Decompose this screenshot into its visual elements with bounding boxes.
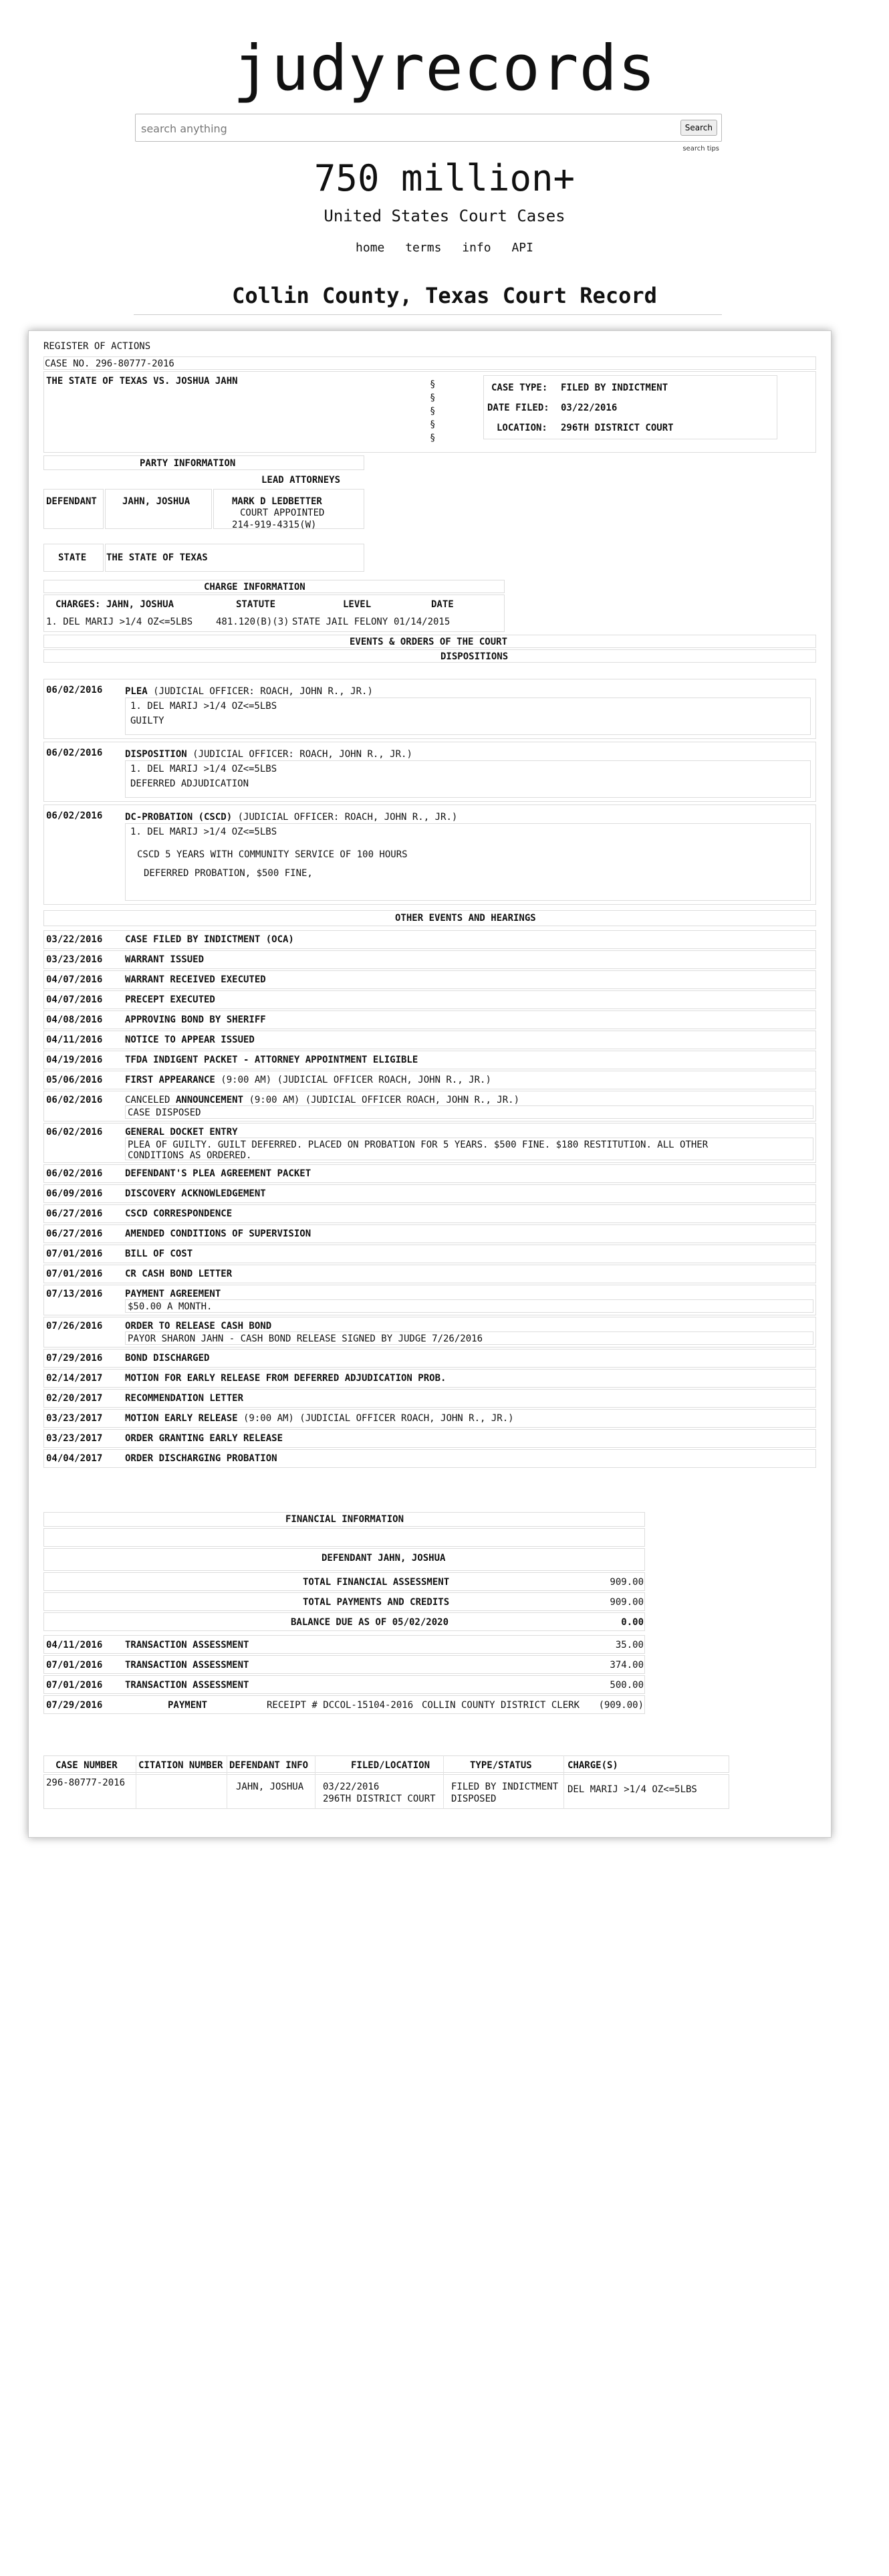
charge-cell: STATE JAIL FELONY xyxy=(292,617,388,627)
event-title: ORDER TO RELEASE CASH BOND xyxy=(125,1321,272,1331)
event-title: WARRANT RECEIVED EXECUTED xyxy=(125,974,266,985)
disposition-line: 1. DEL MARIJ >1/4 OZ<=5LBS xyxy=(130,827,277,837)
financial-title: FINANCIAL INFORMATION xyxy=(285,1514,404,1525)
event-entry xyxy=(125,1248,193,1260)
court-record-document xyxy=(28,330,832,1838)
search-bar xyxy=(135,114,722,142)
event-date: 03/23/2016 xyxy=(46,954,103,965)
transaction-value: (909.00) xyxy=(598,1700,644,1711)
section-mark: § xyxy=(430,379,436,390)
event-title: TFDA INDIGENT PACKET - ATTORNEY APPOINTMENT ELIGIBLE xyxy=(125,1055,418,1065)
transaction-label: PAYMENT xyxy=(168,1700,208,1711)
event-title: APPROVING BOND BY SHERIFF xyxy=(125,1014,266,1025)
event-title: MOTION FOR EARLY RELEASE FROM DEFERRED ADJUDICATION PROB. xyxy=(125,1373,447,1384)
register-heading: REGISTER OF ACTIONS xyxy=(43,341,151,352)
financial-total-label: TOTAL PAYMENTS AND CREDITS xyxy=(303,1597,450,1608)
dispositions-title: DISPOSITIONS xyxy=(440,651,509,662)
date-filed-label: DATE FILED: xyxy=(487,403,549,413)
event-entry xyxy=(125,1034,255,1046)
transaction-label: TRANSACTION ASSESSMENT xyxy=(125,1680,249,1691)
disposition-title: DC-PROBATION (CSCD) xyxy=(125,812,233,823)
event-sub: PLEA OF GUILTY. GUILT DEFERRED. PLACED ON PROBATION FOR 5 YEARS. $500 FINE. $180 RESTITUTION. ALL OTHER xyxy=(128,1140,709,1150)
summary-status: DISPOSED xyxy=(451,1794,497,1804)
charge-header: DATE xyxy=(431,599,454,610)
event-date: 07/01/2016 xyxy=(46,1249,103,1259)
record-count: 750 million+ xyxy=(313,157,576,199)
disposition-date: 06/02/2016 xyxy=(46,748,103,758)
disposition-entry xyxy=(125,748,412,760)
charge-cell: 01/14/2015 xyxy=(394,617,451,627)
event-entry xyxy=(125,1188,266,1200)
lead-attorneys-heading: LEAD ATTORNEYS xyxy=(261,475,341,486)
transaction-date: 04/11/2016 xyxy=(46,1640,103,1650)
summary-header: DEFENDANT INFO xyxy=(229,1760,309,1771)
event-date: 03/23/2017 xyxy=(46,1433,103,1444)
event-entry xyxy=(125,1168,311,1180)
state-label: STATE xyxy=(58,552,87,563)
event-sub: CASE DISPOSED xyxy=(128,1107,201,1118)
event-entry xyxy=(125,1094,519,1106)
financial-total-label: TOTAL FINANCIAL ASSESSMENT xyxy=(303,1577,450,1588)
search-button[interactable]: Search xyxy=(680,120,717,136)
event-title: AMENDED CONDITIONS OF SUPERVISION xyxy=(125,1228,311,1239)
summary-header: CITATION NUMBER xyxy=(138,1760,223,1771)
party-cell xyxy=(43,489,104,529)
case-number: CASE NO. 296-80777-2016 xyxy=(45,358,174,369)
summary-header: FILED/LOCATION xyxy=(351,1760,430,1771)
charge-header: LEVEL xyxy=(343,599,372,610)
financial-row xyxy=(43,1548,645,1571)
section-mark: § xyxy=(430,419,436,430)
summary-case-number[interactable]: 296-80777-2016 xyxy=(46,1778,126,1788)
event-title: WARRANT ISSUED xyxy=(125,954,205,965)
disposition-line: 1. DEL MARIJ >1/4 OZ<=5LBS xyxy=(130,764,277,774)
date-filed-value: 03/22/2016 xyxy=(561,403,618,413)
title-divider xyxy=(134,314,722,315)
event-entry xyxy=(125,1453,277,1465)
attorney-phone: 214-919-4315(W) xyxy=(232,520,317,530)
event-entry xyxy=(125,994,215,1006)
case-type-label: CASE TYPE: xyxy=(491,383,548,393)
case-style: THE STATE OF TEXAS VS. JOSHUA JAHN xyxy=(46,376,238,387)
event-entry xyxy=(125,974,266,986)
summary-header: TYPE/STATUS xyxy=(470,1760,532,1771)
event-sub-box xyxy=(125,1299,813,1313)
event-entry xyxy=(125,1074,491,1086)
event-title: BILL OF COST xyxy=(125,1249,193,1259)
attorney-role: COURT APPOINTED xyxy=(240,508,325,518)
nav-info[interactable]: info xyxy=(462,241,491,255)
search-tips-link[interactable]: search tips xyxy=(682,145,719,152)
events-title: EVENTS & ORDERS OF THE COURT xyxy=(350,637,508,647)
event-date: 03/22/2016 xyxy=(46,934,103,945)
event-date: 07/13/2016 xyxy=(46,1289,103,1299)
event-entry xyxy=(125,1288,221,1300)
event-title: MOTION EARLY RELEASE xyxy=(125,1413,238,1424)
nav-api[interactable]: API xyxy=(511,241,533,255)
event-entry xyxy=(125,1412,514,1424)
event-title: FIRST APPEARANCE xyxy=(125,1075,215,1085)
transaction-desc: RECEIPT # DCCOL-15104-2016 xyxy=(267,1700,414,1711)
section-marks xyxy=(430,378,435,445)
summary-header: CHARGE(S) xyxy=(567,1760,618,1771)
event-date: 04/07/2016 xyxy=(46,974,103,985)
dispositions-title-row xyxy=(43,649,816,663)
disposition-line: 1. DEL MARIJ >1/4 OZ<=5LBS xyxy=(130,701,277,712)
event-entry xyxy=(125,1432,283,1444)
event-title: ANNOUNCEMENT xyxy=(175,1095,244,1105)
event-title: CR CASH BOND LETTER xyxy=(125,1269,233,1279)
event-date: 06/02/2016 xyxy=(46,1095,103,1105)
event-entry xyxy=(125,954,204,966)
event-date: 07/29/2016 xyxy=(46,1353,103,1364)
charge-cell: 481.120(B)(3) xyxy=(216,617,289,627)
event-detail: (9:00 AM) (JUDICIAL OFFICER ROACH, JOHN R., JR.) xyxy=(215,1075,491,1085)
charge-cell: 1. DEL MARIJ >1/4 OZ<=5LBS xyxy=(46,617,193,627)
event-date: 04/04/2017 xyxy=(46,1453,103,1464)
location-label: LOCATION: xyxy=(497,423,547,433)
event-date: 04/07/2016 xyxy=(46,994,103,1005)
financial-total-value: 909.00 xyxy=(610,1597,644,1608)
event-sub: PAYOR SHARON JAHN - CASH BOND RELEASE SIGNED BY JUDGE 7/26/2016 xyxy=(128,1333,483,1344)
location-value: 296TH DISTRICT COURT xyxy=(561,423,674,433)
event-date: 06/27/2016 xyxy=(46,1228,103,1239)
event-title: DISCOVERY ACKNOWLEDGEMENT xyxy=(125,1188,266,1199)
event-entry xyxy=(125,1268,232,1280)
other-events-title: OTHER EVENTS AND HEARINGS xyxy=(395,913,536,924)
event-title: BOND DISCHARGED xyxy=(125,1353,210,1364)
event-title: ORDER DISCHARGING PROBATION xyxy=(125,1453,277,1464)
charge-title: CHARGE INFORMATION xyxy=(204,582,305,593)
defendant-label: DEFENDANT xyxy=(46,496,97,507)
event-date: 06/02/2016 xyxy=(46,1168,103,1179)
transaction-value: 374.00 xyxy=(610,1660,644,1671)
disposition-entry xyxy=(125,685,373,697)
disposition-title: DISPOSITION xyxy=(125,749,187,760)
event-detail: (9:00 AM) (JUDICIAL OFFICER ROACH, JOHN R., JR.) xyxy=(237,1413,514,1424)
party-title: PARTY INFORMATION xyxy=(140,458,236,469)
event-prefix: CANCELED xyxy=(125,1095,176,1105)
transaction-value: 35.00 xyxy=(615,1640,644,1650)
state-name: THE STATE OF TEXAS xyxy=(106,552,208,563)
event-entry xyxy=(125,1320,271,1332)
event-title: ORDER GRANTING EARLY RELEASE xyxy=(125,1433,283,1444)
event-title: GENERAL DOCKET ENTRY xyxy=(125,1127,238,1138)
event-date: 02/14/2017 xyxy=(46,1373,103,1384)
event-sub: CONDITIONS AS ORDERED. xyxy=(128,1150,252,1161)
event-title: PAYMENT AGREEMENT xyxy=(125,1289,221,1299)
event-entry xyxy=(125,934,294,946)
event-date: 05/06/2016 xyxy=(46,1075,103,1085)
transaction-date: 07/29/2016 xyxy=(46,1700,103,1711)
party-cell xyxy=(105,489,212,529)
event-entry xyxy=(125,1126,238,1138)
section-mark: § xyxy=(430,406,436,417)
event-date: 04/11/2016 xyxy=(46,1035,103,1045)
disposition-date: 06/02/2016 xyxy=(46,811,103,821)
site-subtitle: United States Court Cases xyxy=(324,207,565,225)
event-title: PRECEPT EXECUTED xyxy=(125,994,215,1005)
transaction-label: TRANSACTION ASSESSMENT xyxy=(125,1660,249,1671)
summary-divider xyxy=(443,1755,444,1809)
top-nav xyxy=(0,241,889,255)
defendant-name: JAHN, JOSHUA xyxy=(122,496,190,507)
event-title: RECOMMENDATION LETTER xyxy=(125,1393,244,1404)
event-date: 03/23/2017 xyxy=(46,1413,103,1424)
event-date: 07/26/2016 xyxy=(46,1321,103,1331)
financial-total-value: 0.00 xyxy=(621,1617,644,1628)
summary-divider xyxy=(563,1755,564,1809)
event-entry xyxy=(125,1228,311,1240)
nav-terms[interactable]: terms xyxy=(405,241,442,255)
disposition-line: GUILTY xyxy=(130,716,164,726)
charge-header: STATUTE xyxy=(236,599,276,610)
event-sub-box xyxy=(125,1105,813,1119)
event-title: CSCD CORRESPONDENCE xyxy=(125,1208,233,1219)
disposition-entry xyxy=(125,811,457,823)
event-entry xyxy=(125,1208,232,1220)
disposition-line: CSCD 5 YEARS WITH COMMUNITY SERVICE OF 100 HOURS xyxy=(137,849,408,860)
attorney-name: MARK D LEDBETTER xyxy=(232,496,322,507)
event-date: 06/09/2016 xyxy=(46,1188,103,1199)
disposition-title: PLEA xyxy=(125,686,148,697)
financial-total-value: 909.00 xyxy=(610,1577,644,1588)
transaction-date: 07/01/2016 xyxy=(46,1680,103,1691)
event-title: NOTICE TO APPEAR ISSUED xyxy=(125,1035,255,1045)
summary-header: CASE NUMBER xyxy=(55,1760,118,1771)
disposition-line: DEFERRED ADJUDICATION xyxy=(130,778,249,789)
site-logo[interactable]: judyrecords xyxy=(233,32,656,105)
page-title: Collin County, Texas Court Record xyxy=(232,283,657,308)
event-title: DEFENDANT'S PLEA AGREEMENT PACKET xyxy=(125,1168,311,1179)
event-date: 04/08/2016 xyxy=(46,1014,103,1025)
disposition-date: 06/02/2016 xyxy=(46,685,103,695)
transaction-payer: COLLIN COUNTY DISTRICT CLERK xyxy=(422,1700,580,1711)
section-mark: § xyxy=(430,393,436,403)
event-entry xyxy=(125,1054,418,1066)
financial-defendant: DEFENDANT JAHN, JOSHUA xyxy=(322,1553,446,1564)
disposition-detail: (JUDICIAL OFFICER: ROACH, JOHN R., JR.) xyxy=(232,812,458,823)
nav-home[interactable]: home xyxy=(356,241,385,255)
event-entry xyxy=(125,1392,243,1404)
charge-header: CHARGES: JAHN, JOSHUA xyxy=(55,599,174,610)
event-date: 07/01/2016 xyxy=(46,1269,103,1279)
search-input[interactable] xyxy=(140,118,670,138)
summary-type: FILED BY INDICTMENT xyxy=(451,1782,559,1792)
event-date: 02/20/2017 xyxy=(46,1393,103,1404)
event-entry xyxy=(125,1014,266,1026)
financial-spacer-row xyxy=(43,1528,645,1547)
summary-filed: 03/22/2016 xyxy=(323,1782,380,1792)
event-entry xyxy=(125,1372,446,1384)
summary-defendant: JAHN, JOSHUA xyxy=(236,1782,304,1792)
event-entry xyxy=(125,1352,209,1364)
event-sub: $50.00 A MONTH. xyxy=(128,1301,213,1312)
disposition-line: DEFERRED PROBATION, $500 FINE, xyxy=(144,868,313,879)
disposition-detail: (JUDICIAL OFFICER: ROACH, JOHN R., JR.) xyxy=(186,749,412,760)
event-date: 06/27/2016 xyxy=(46,1208,103,1219)
event-date: 04/19/2016 xyxy=(46,1055,103,1065)
financial-total-label: BALANCE DUE AS OF 05/02/2020 xyxy=(291,1617,449,1628)
case-type-value: FILED BY INDICTMENT xyxy=(561,383,668,393)
event-title: CASE FILED BY INDICTMENT (OCA) xyxy=(125,934,294,945)
event-detail: (9:00 AM) (JUDICIAL OFFICER ROACH, JOHN R., JR.) xyxy=(243,1095,520,1105)
disposition-detail: (JUDICIAL OFFICER: ROACH, JOHN R., JR.) xyxy=(147,686,373,697)
section-mark: § xyxy=(430,433,436,443)
summary-location: 296TH DISTRICT COURT xyxy=(323,1794,436,1804)
transaction-date: 07/01/2016 xyxy=(46,1660,103,1671)
summary-charges: DEL MARIJ >1/4 OZ<=5LBS xyxy=(567,1784,697,1795)
transaction-label: TRANSACTION ASSESSMENT xyxy=(125,1640,249,1650)
transaction-value: 500.00 xyxy=(610,1680,644,1691)
event-date: 06/02/2016 xyxy=(46,1127,103,1138)
